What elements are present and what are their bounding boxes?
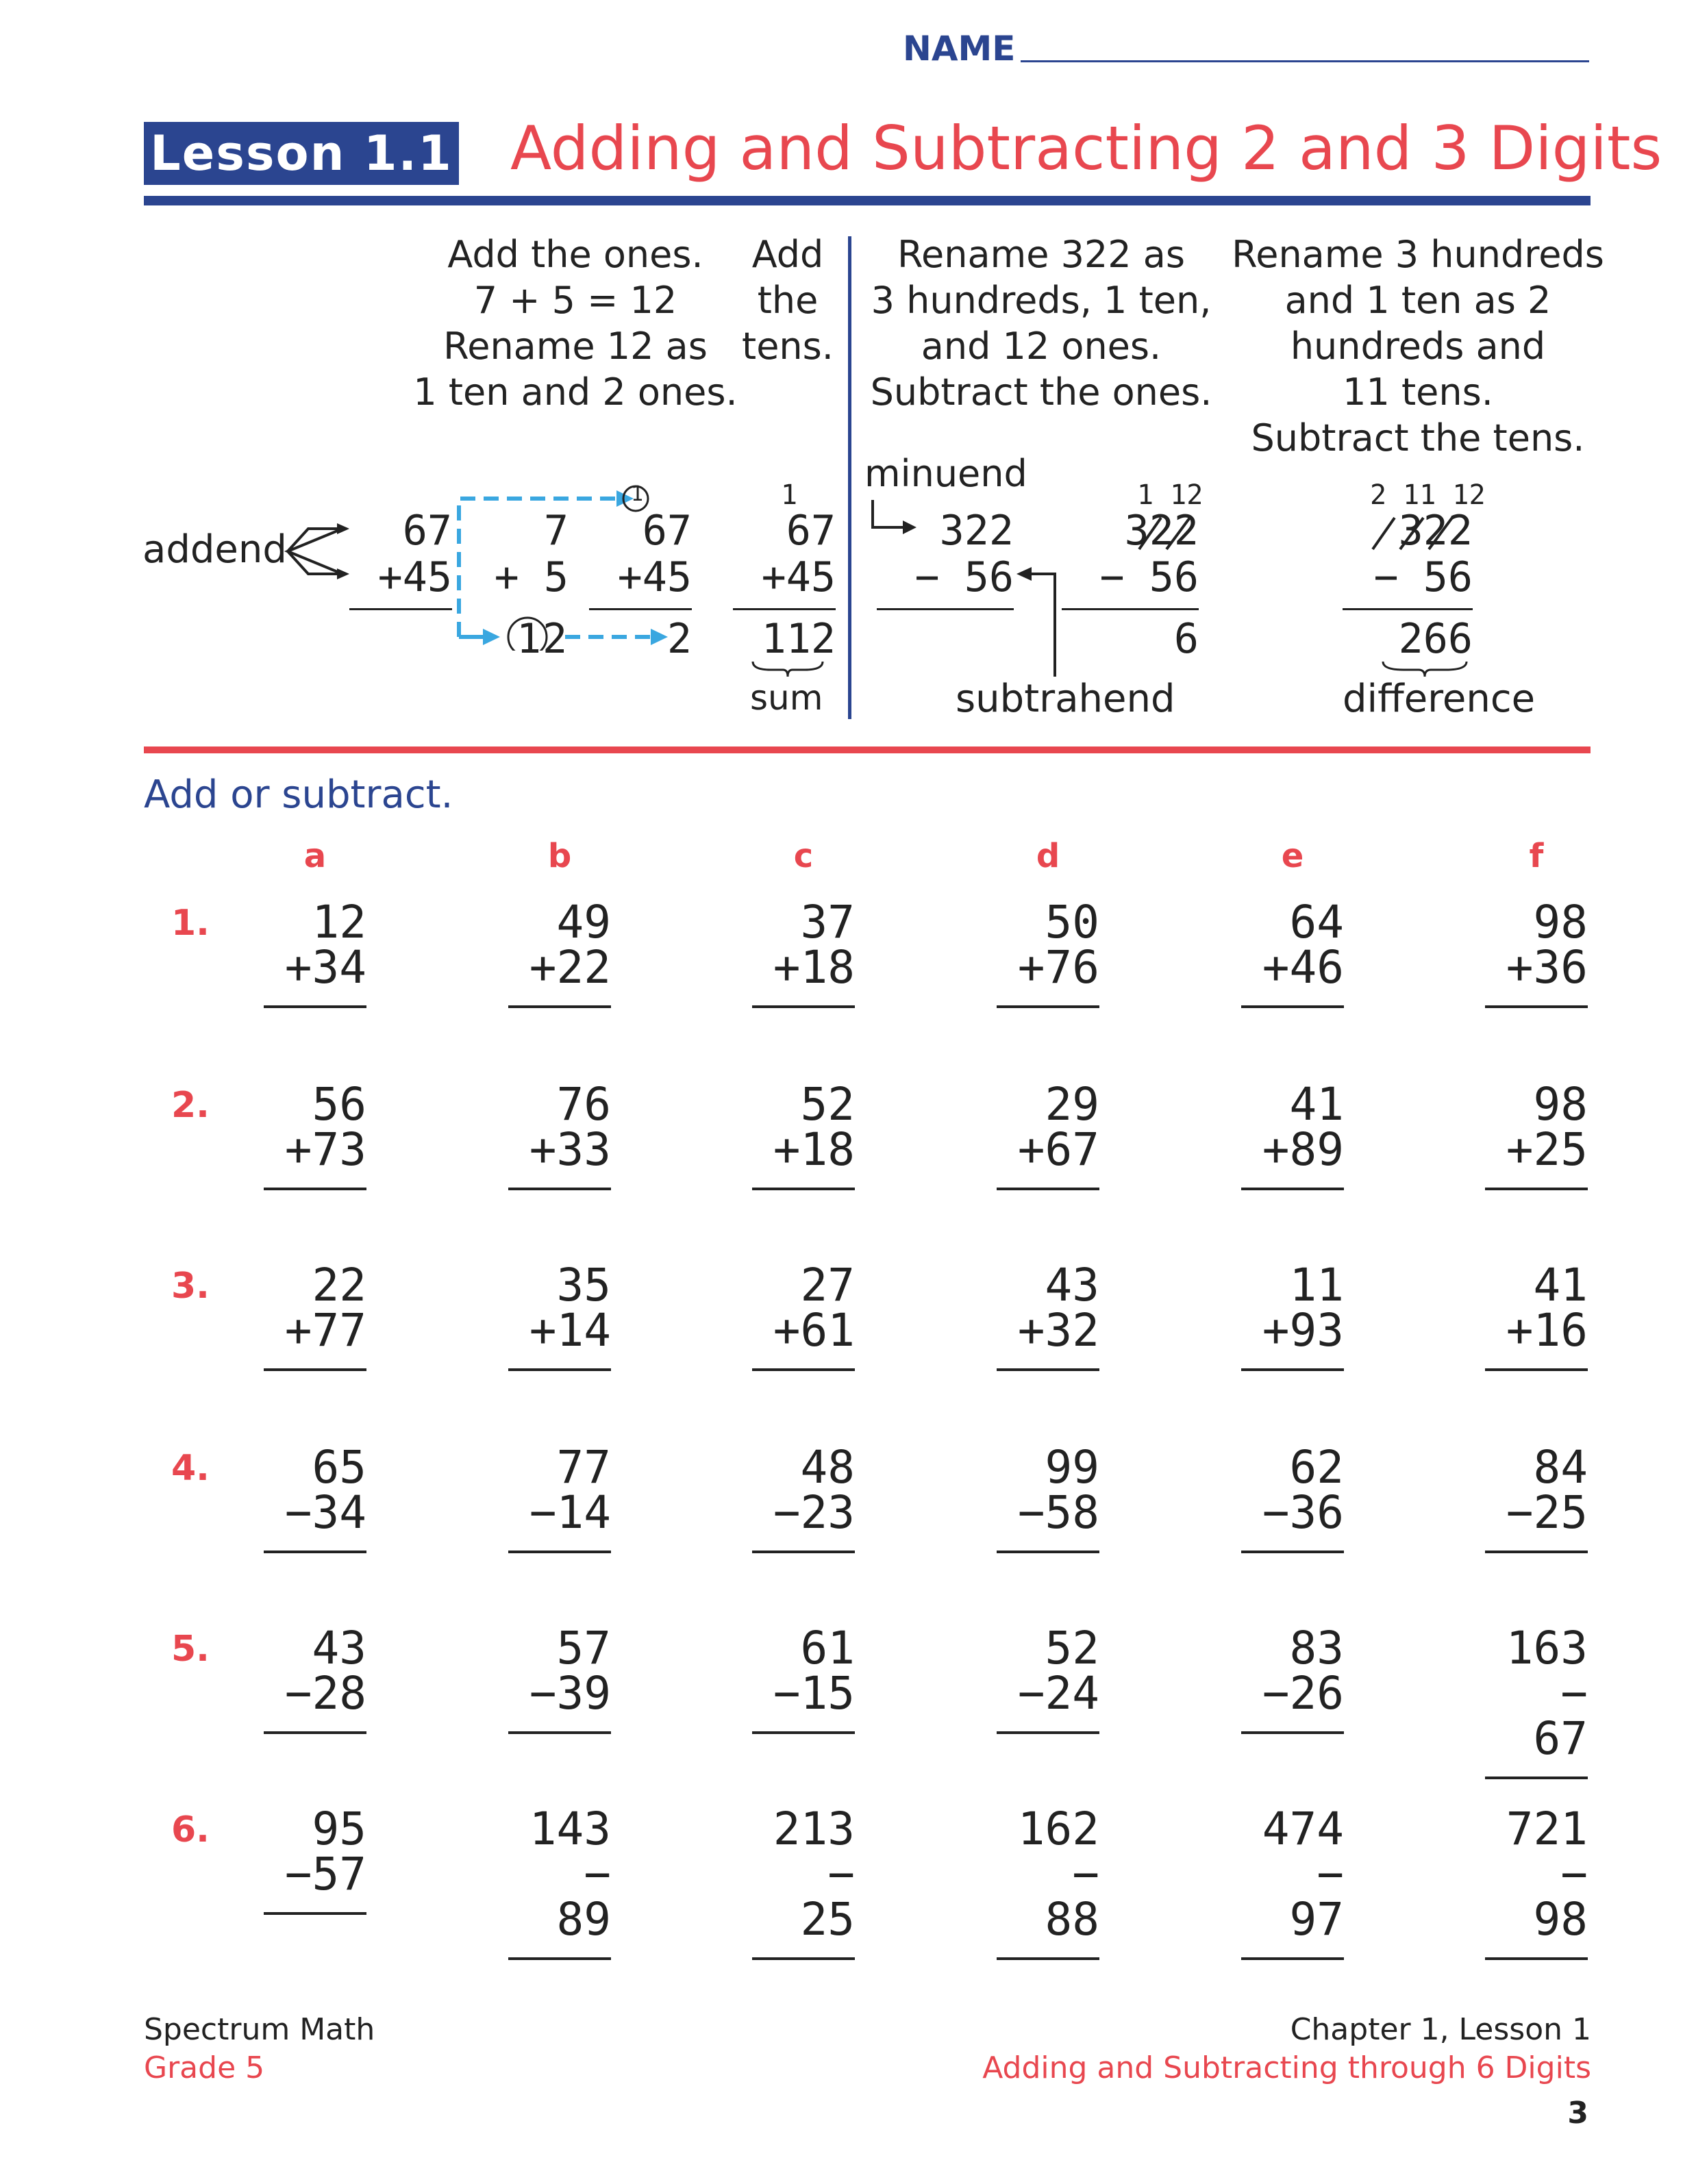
problem bbox=[508, 1622, 611, 1734]
answer-line[interactable] bbox=[508, 1731, 611, 1734]
step3-line: Subtract the ones. bbox=[870, 371, 1212, 414]
problem-bottom: +22 bbox=[529, 941, 611, 994]
step4-line: Rename 3 hundreds bbox=[1232, 233, 1604, 276]
problem bbox=[752, 1259, 855, 1371]
answer-line[interactable] bbox=[1241, 1731, 1344, 1734]
problem-top: 95 bbox=[312, 1803, 366, 1855]
problem-top: 37 bbox=[800, 896, 855, 949]
problem-top: 29 bbox=[1045, 1078, 1099, 1131]
step2-line: Add bbox=[751, 233, 824, 276]
problem bbox=[264, 896, 366, 1008]
answer-line[interactable] bbox=[997, 1731, 1099, 1734]
problem-top: 35 bbox=[556, 1259, 611, 1311]
sum-brace bbox=[750, 659, 825, 679]
problem-top: 474 bbox=[1262, 1803, 1344, 1855]
rename-small-2: 2 11 12 bbox=[1370, 479, 1486, 511]
step2-instructions bbox=[733, 231, 843, 369]
problem-bottom: −24 bbox=[1017, 1667, 1099, 1720]
problem-bottom: −58 bbox=[1017, 1486, 1099, 1539]
mid-top: 67 bbox=[642, 507, 692, 555]
footer-chapter-title: Adding and Subtracting through 6 Digits bbox=[982, 2050, 1591, 2085]
step1-line: 7 + 5 = 12 bbox=[473, 279, 677, 322]
sub-top: 322 bbox=[939, 507, 1014, 555]
sub3-top: 322 bbox=[1398, 507, 1473, 555]
problem bbox=[1485, 1622, 1588, 1779]
problem bbox=[264, 1803, 366, 1915]
column-letter: f bbox=[1529, 837, 1544, 875]
answer-line[interactable] bbox=[1241, 1368, 1344, 1371]
problem bbox=[997, 1441, 1099, 1553]
answer-line[interactable] bbox=[1485, 1005, 1588, 1008]
answer-line[interactable] bbox=[752, 1188, 855, 1190]
problem bbox=[264, 1441, 366, 1553]
footer-grade: Grade 5 bbox=[144, 2050, 265, 2085]
row-number: 4. bbox=[171, 1448, 210, 1489]
answer-line[interactable] bbox=[1485, 1551, 1588, 1553]
problem-top: 162 bbox=[1017, 1803, 1099, 1855]
sum-bottom: +45 bbox=[761, 553, 836, 601]
answer-line[interactable] bbox=[1241, 1957, 1344, 1960]
column-letter: e bbox=[1281, 837, 1304, 875]
problem-bottom: − 98 bbox=[1533, 1848, 1588, 1946]
problem-bottom: −14 bbox=[529, 1486, 611, 1539]
problem-bottom: +73 bbox=[284, 1123, 366, 1176]
footer-book: Spectrum Math bbox=[144, 2012, 375, 2047]
header-rule bbox=[144, 196, 1591, 205]
example-divider bbox=[848, 236, 851, 719]
answer-line[interactable] bbox=[1241, 1551, 1344, 1553]
answer-line[interactable] bbox=[997, 1551, 1099, 1553]
problem bbox=[1241, 1441, 1344, 1553]
problem-top: 143 bbox=[529, 1803, 611, 1855]
problem bbox=[1485, 1441, 1588, 1553]
problem-bottom: − 89 bbox=[556, 1848, 611, 1946]
problem-top: 163 bbox=[1506, 1622, 1588, 1674]
problem bbox=[1241, 1803, 1344, 1960]
sum-carry: 1 bbox=[781, 479, 798, 511]
step1-line: Add the ones. bbox=[447, 233, 703, 276]
sum-top: 67 bbox=[786, 507, 836, 555]
problem bbox=[752, 896, 855, 1008]
rename-small-1: 1 12 bbox=[1137, 479, 1204, 511]
problem-bottom: +61 bbox=[773, 1304, 855, 1357]
problem-bottom: +46 bbox=[1262, 941, 1344, 994]
problem-bottom: − 67 bbox=[1533, 1667, 1588, 1765]
difference-label: difference bbox=[1343, 677, 1536, 721]
add-line bbox=[349, 608, 452, 610]
sub2-line bbox=[1062, 608, 1199, 610]
problem-bottom: +77 bbox=[284, 1304, 366, 1357]
problem-top: 83 bbox=[1289, 1622, 1344, 1674]
problem-top: 57 bbox=[556, 1622, 611, 1674]
sum-line bbox=[733, 608, 836, 610]
answer-line[interactable] bbox=[264, 1912, 366, 1915]
problem bbox=[752, 1078, 855, 1190]
answer-line[interactable] bbox=[752, 1005, 855, 1008]
problem bbox=[508, 1259, 611, 1371]
column-letter: d bbox=[1036, 837, 1060, 875]
problem-bottom: −23 bbox=[773, 1486, 855, 1539]
problem-bottom: +36 bbox=[1506, 941, 1588, 994]
step1-instructions bbox=[384, 231, 767, 415]
sub-bottom: − 56 bbox=[914, 553, 1014, 601]
sub2-bottom: − 56 bbox=[1099, 553, 1199, 601]
step4-instructions bbox=[1226, 231, 1610, 461]
problem-top: 12 bbox=[312, 896, 366, 949]
answer-line[interactable] bbox=[264, 1188, 366, 1190]
problem-top: 61 bbox=[800, 1622, 855, 1674]
step4-line: 11 tens. bbox=[1343, 371, 1493, 414]
mid-result: 2 bbox=[666, 615, 692, 663]
lesson-title: Adding and Subtracting 2 and 3 Digits bbox=[510, 113, 1662, 184]
minuend-label: minuend bbox=[864, 452, 1027, 495]
circled-carry-top: 1 bbox=[630, 482, 644, 506]
sub3-line bbox=[1343, 608, 1473, 610]
answer-line[interactable] bbox=[508, 1005, 611, 1008]
problem-bottom: +32 bbox=[1017, 1304, 1099, 1357]
problem bbox=[508, 896, 611, 1008]
answer-line[interactable] bbox=[1485, 1188, 1588, 1190]
problem bbox=[1485, 1259, 1588, 1371]
rename-strike-2 bbox=[1370, 514, 1473, 555]
addend-label: addend bbox=[142, 527, 287, 572]
problem bbox=[997, 1259, 1099, 1371]
footer-chapter: Chapter 1, Lesson 1 bbox=[1290, 2012, 1591, 2047]
answer-line[interactable] bbox=[508, 1957, 611, 1960]
step3-line: 3 hundreds, 1 ten, bbox=[871, 279, 1212, 322]
add-bottom: +45 bbox=[377, 553, 452, 601]
mid-line bbox=[589, 608, 692, 610]
problem-top: 41 bbox=[1533, 1259, 1588, 1311]
problem bbox=[264, 1078, 366, 1190]
problem-bottom: +14 bbox=[529, 1304, 611, 1357]
answer-line[interactable] bbox=[1241, 1005, 1344, 1008]
sub3-result: 266 bbox=[1398, 615, 1473, 663]
problem-top: 65 bbox=[312, 1441, 366, 1494]
problem-top: 77 bbox=[556, 1441, 611, 1494]
problem-top: 98 bbox=[1533, 1078, 1588, 1131]
problem-bottom: +33 bbox=[529, 1123, 611, 1176]
ones-bottom: + 5 bbox=[494, 553, 569, 601]
step1-line: 1 ten and 2 ones. bbox=[413, 371, 738, 414]
step3-instructions bbox=[863, 231, 1219, 415]
ones-circled-carry: 1 bbox=[516, 615, 542, 663]
name-line bbox=[1021, 60, 1589, 62]
answer-line[interactable] bbox=[997, 1005, 1099, 1008]
step4-line: hundreds and bbox=[1290, 325, 1546, 368]
mid-bottom: +45 bbox=[617, 553, 692, 601]
problem-bottom: +25 bbox=[1506, 1123, 1588, 1176]
answer-line[interactable] bbox=[508, 1188, 611, 1190]
answer-line[interactable] bbox=[997, 1368, 1099, 1371]
problem bbox=[752, 1622, 855, 1734]
problem bbox=[1485, 896, 1588, 1008]
problem bbox=[1485, 1078, 1588, 1190]
problem-bottom: +18 bbox=[773, 941, 855, 994]
problem-top: 721 bbox=[1506, 1803, 1588, 1855]
ones-top: 7 bbox=[543, 507, 569, 555]
row-number: 6. bbox=[171, 1809, 210, 1850]
step4-line: Subtract the tens. bbox=[1251, 416, 1585, 460]
problem-top: 22 bbox=[312, 1259, 366, 1311]
answer-line[interactable] bbox=[264, 1368, 366, 1371]
answer-line[interactable] bbox=[752, 1368, 855, 1371]
answer-line[interactable] bbox=[1485, 1368, 1588, 1371]
problem-bottom: +18 bbox=[773, 1123, 855, 1176]
problem-top: 52 bbox=[1045, 1622, 1099, 1674]
sub-line bbox=[877, 608, 1014, 610]
answer-line[interactable] bbox=[264, 1731, 366, 1734]
step1-line: Rename 12 as bbox=[443, 325, 708, 368]
step3-line: Rename 322 as bbox=[897, 233, 1186, 276]
rename-strike-1 bbox=[1134, 514, 1202, 555]
problem-bottom: +76 bbox=[1017, 941, 1099, 994]
add-top: 67 bbox=[402, 507, 452, 555]
problem-bottom: −28 bbox=[284, 1667, 366, 1720]
problem-top: 43 bbox=[1045, 1259, 1099, 1311]
problem-bottom: − 25 bbox=[800, 1848, 855, 1946]
problem bbox=[752, 1803, 855, 1960]
answer-line[interactable] bbox=[1485, 1957, 1588, 1960]
problem bbox=[264, 1622, 366, 1734]
problem-top: 213 bbox=[773, 1803, 855, 1855]
problem-bottom: +89 bbox=[1262, 1123, 1344, 1176]
column-letter: a bbox=[303, 837, 327, 875]
row-number: 5. bbox=[171, 1629, 210, 1670]
step4-line: and 1 ten as 2 bbox=[1284, 279, 1551, 322]
problem bbox=[1241, 1622, 1344, 1734]
answer-line[interactable] bbox=[508, 1551, 611, 1553]
row-number: 2. bbox=[171, 1085, 210, 1126]
practice-instruction: Add or subtract. bbox=[144, 773, 453, 817]
problem-top: 62 bbox=[1289, 1441, 1344, 1494]
answer-line[interactable] bbox=[997, 1188, 1099, 1190]
problem-bottom: −57 bbox=[284, 1848, 366, 1900]
page-number: 3 bbox=[1567, 2096, 1588, 2131]
problem bbox=[264, 1259, 366, 1371]
answer-line[interactable] bbox=[1485, 1777, 1588, 1779]
sub2-top: 322 bbox=[1124, 507, 1199, 555]
problem bbox=[1241, 1259, 1344, 1371]
sub2-result: 6 bbox=[1173, 615, 1199, 663]
sum-result: 112 bbox=[761, 615, 836, 663]
problem bbox=[997, 1078, 1099, 1190]
problem-bottom: +16 bbox=[1506, 1304, 1588, 1357]
problem-top: 98 bbox=[1533, 896, 1588, 949]
problem-top: 50 bbox=[1045, 896, 1099, 949]
row-number: 3. bbox=[171, 1266, 210, 1307]
problem bbox=[997, 1622, 1099, 1734]
problem-top: 27 bbox=[800, 1259, 855, 1311]
name-label: NAME bbox=[903, 29, 1016, 68]
answer-line[interactable] bbox=[997, 1957, 1099, 1960]
subtrahend-label: subtrahend bbox=[956, 677, 1175, 721]
problem-top: 99 bbox=[1045, 1441, 1099, 1494]
problem-bottom: −15 bbox=[773, 1667, 855, 1720]
answer-line[interactable] bbox=[752, 1731, 855, 1734]
problem-top: 84 bbox=[1533, 1441, 1588, 1494]
problem-top: 41 bbox=[1289, 1078, 1344, 1131]
problem-top: 49 bbox=[556, 896, 611, 949]
problem bbox=[997, 896, 1099, 1008]
problem bbox=[508, 1441, 611, 1553]
answer-line[interactable] bbox=[752, 1551, 855, 1553]
problem-top: 76 bbox=[556, 1078, 611, 1131]
problem bbox=[508, 1078, 611, 1190]
problem-bottom: −39 bbox=[529, 1667, 611, 1720]
problem-bottom: +34 bbox=[284, 941, 366, 994]
step2-line: tens. bbox=[742, 325, 834, 368]
problem-bottom: −36 bbox=[1262, 1486, 1344, 1539]
problem-top: 11 bbox=[1289, 1259, 1344, 1311]
problem bbox=[997, 1803, 1099, 1960]
lesson-badge: Lesson 1.1 bbox=[144, 122, 459, 185]
section-rule bbox=[144, 746, 1591, 753]
answer-line[interactable] bbox=[752, 1957, 855, 1960]
problem-top: 48 bbox=[800, 1441, 855, 1494]
problem-bottom: −26 bbox=[1262, 1667, 1344, 1720]
column-letter: b bbox=[547, 837, 572, 875]
row-number: 1. bbox=[171, 903, 210, 944]
step2-line: the bbox=[757, 279, 819, 322]
problem-bottom: − 97 bbox=[1289, 1848, 1344, 1946]
problem-top: 43 bbox=[312, 1622, 366, 1674]
problem-bottom: +67 bbox=[1017, 1123, 1099, 1176]
ones-result-digit: 2 bbox=[543, 615, 568, 663]
problem bbox=[1241, 896, 1344, 1008]
step3-line: and 12 ones. bbox=[921, 325, 1162, 368]
problem bbox=[1241, 1078, 1344, 1190]
column-letter: c bbox=[793, 837, 814, 875]
answer-line[interactable] bbox=[1241, 1188, 1344, 1190]
problem-bottom: − 88 bbox=[1045, 1848, 1099, 1946]
problem-top: 64 bbox=[1289, 896, 1344, 949]
problem-bottom: −34 bbox=[284, 1486, 366, 1539]
problem bbox=[508, 1803, 611, 1960]
problem-top: 56 bbox=[312, 1078, 366, 1131]
problem-top: 52 bbox=[800, 1078, 855, 1131]
problem bbox=[1485, 1803, 1588, 1960]
answer-line[interactable] bbox=[264, 1005, 366, 1008]
sub3-bottom: − 56 bbox=[1373, 553, 1473, 601]
problem-bottom: +93 bbox=[1262, 1304, 1344, 1357]
answer-line[interactable] bbox=[508, 1368, 611, 1371]
sum-label: sum bbox=[750, 678, 823, 718]
problem-bottom: −25 bbox=[1506, 1486, 1588, 1539]
problem bbox=[752, 1441, 855, 1553]
answer-line[interactable] bbox=[264, 1551, 366, 1553]
